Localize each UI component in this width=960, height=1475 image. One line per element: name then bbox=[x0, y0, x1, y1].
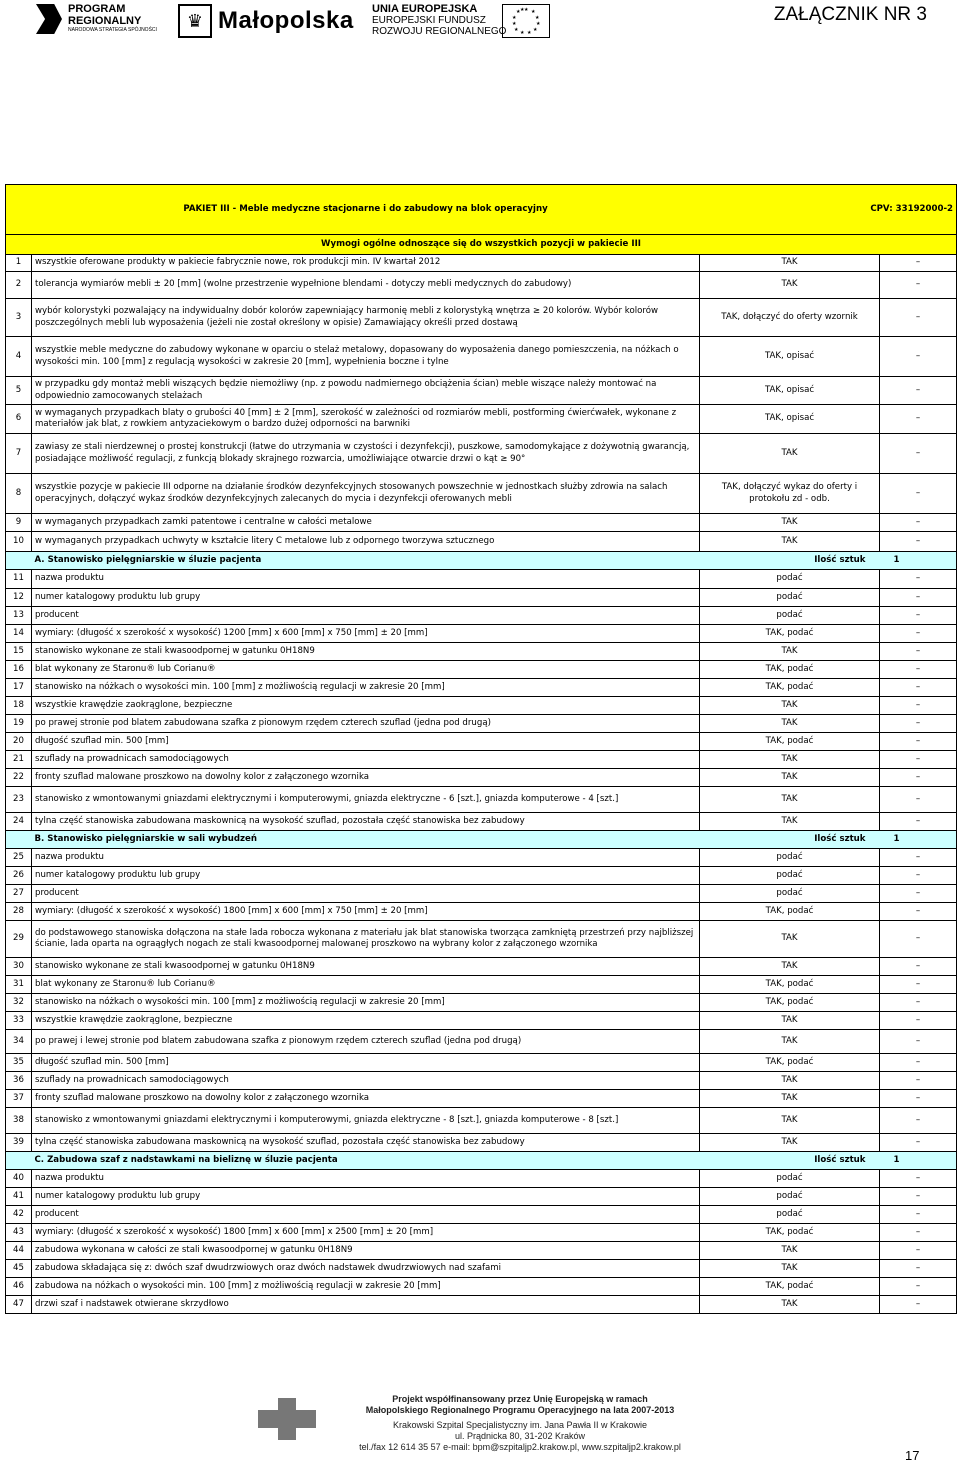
row-requirement: TAK bbox=[700, 532, 880, 552]
row-description: tylna część stanowiska zabudowana maskownicą na wysokość szuflad, pozostała część stanowiska bez zabudowy bbox=[32, 1134, 700, 1152]
row-requirement: podać bbox=[700, 867, 880, 885]
row-requirement: TAK bbox=[700, 272, 880, 299]
row-description: szuflady na prowadnicach samodociągowych bbox=[32, 1072, 700, 1090]
row-offered: – bbox=[880, 1134, 957, 1152]
row-number: 5 bbox=[6, 377, 32, 405]
row-description: po prawej stronie pod blatem zabudowana szafka z pionowym rzędem czterech szuflad (jedna pod drugą) bbox=[32, 715, 700, 733]
row-requirement: TAK bbox=[700, 1012, 880, 1030]
row-description: wszystkie oferowane produkty w pakiecie fabrycznie nowe, rok produkcji min. IV kwartał 2012 bbox=[32, 255, 700, 272]
table-row bbox=[6, 1206, 957, 1224]
row-description: numer katalogowy produktu lub grupy bbox=[32, 1188, 700, 1206]
quantity-label: Ilość sztuk bbox=[700, 831, 880, 849]
row-description: stanowisko z wmontowanymi gniazdami elektrycznymi i komputerowymi, gniazda elektryczne - 6 [szt.], gniazda komputerowe - 4 [szt.] bbox=[32, 787, 700, 813]
table-row bbox=[6, 405, 957, 434]
package-title: PAKIET III - Meble medyczne stacjonarne i do zabudowy na blok operacyjny bbox=[32, 185, 700, 235]
table-row bbox=[6, 769, 957, 787]
table-row bbox=[6, 1072, 957, 1090]
row-number: 40 bbox=[6, 1170, 32, 1188]
ue-line2: EUROPEJSKI FUNDUSZ bbox=[372, 15, 486, 26]
row-requirement: TAK bbox=[700, 434, 880, 474]
page-number: 17 bbox=[905, 1448, 920, 1463]
row-description: wymiary: (długość x szerokość x wysokość) 1800 [mm] x 600 [mm] x 2500 [mm] ± 20 [mm] bbox=[32, 1224, 700, 1242]
row-offered: – bbox=[880, 1012, 957, 1030]
table-row bbox=[6, 607, 957, 625]
table-row bbox=[6, 532, 957, 552]
row-offered: – bbox=[880, 405, 957, 434]
quantity-value: 1 bbox=[880, 1152, 957, 1170]
row-offered: – bbox=[880, 976, 957, 994]
table-row bbox=[6, 589, 957, 607]
row-description: fronty szuflad malowane proszkowo na dowolny kolor z załączonego wzornika bbox=[32, 769, 700, 787]
table-row bbox=[6, 570, 957, 589]
footer-line2: Małopolskiego Regionalnego Programu Operacyjnego na lata 2007-2013 bbox=[365, 1405, 675, 1415]
table-row bbox=[6, 377, 957, 405]
table-row bbox=[6, 715, 957, 733]
row-number: 30 bbox=[6, 958, 32, 976]
row-number: 20 bbox=[6, 733, 32, 751]
row-description: długość szuflad min. 500 [mm] bbox=[32, 733, 700, 751]
table-row bbox=[6, 514, 957, 532]
row-offered: – bbox=[880, 1206, 957, 1224]
row-description: producent bbox=[32, 1206, 700, 1224]
package-title-row bbox=[6, 185, 957, 235]
table-row bbox=[6, 1108, 957, 1134]
row-number: 14 bbox=[6, 625, 32, 643]
row-offered: – bbox=[880, 751, 957, 769]
row-requirement: TAK, opisać bbox=[700, 405, 880, 434]
malopolska-text: Małopolska bbox=[218, 7, 354, 34]
section-header-row bbox=[6, 831, 957, 849]
row-requirement: TAK, podać bbox=[700, 976, 880, 994]
row-number: 28 bbox=[6, 903, 32, 921]
row-number: 29 bbox=[6, 921, 32, 958]
row-number: 34 bbox=[6, 1030, 32, 1054]
row-number: 39 bbox=[6, 1134, 32, 1152]
table-row bbox=[6, 679, 957, 697]
row-description: nazwa produktu bbox=[32, 570, 700, 589]
row-description: wszystkie pozycje w pakiecie III odporne na działanie środków dezynfekcyjnych stosowanych powszechnie w jednostkach służby zdrowia na salach operacyjnych, dołączyć wykaz środków dezynfekcyjnych zalecanych do mycia i dezynfekcji oferowanych mebli bbox=[32, 474, 700, 514]
row-number: 3 bbox=[6, 299, 32, 337]
row-requirement: TAK bbox=[700, 769, 880, 787]
row-requirement: TAK, podać bbox=[700, 1278, 880, 1296]
row-description: wybór kolorystyki pozwalający na indywidualny dobór kolorów zapewniający harmonię mebli z kolorystyką wnętrza ≥ 20 kolorów. Wybór kolorów poszczególnych mebli lub wyposażenia (jeżeli nie został określony w opisie) Zamawiający określi przed dostawą bbox=[32, 299, 700, 337]
row-description: drzwi szaf i nadstawek otwierane skrzydłowo bbox=[32, 1296, 700, 1314]
row-offered: – bbox=[880, 1030, 957, 1054]
row-requirement: TAK, podać bbox=[700, 679, 880, 697]
row-number: 18 bbox=[6, 697, 32, 715]
row-description: zabudowa wykonana w całości ze stali kwasoodpornej w gatunku 0H18N9 bbox=[32, 1242, 700, 1260]
program-line3: NARODOWA STRATEGIA SPÓJNOŚCI bbox=[68, 27, 157, 33]
row-offered: – bbox=[880, 1278, 957, 1296]
row-requirement: TAK bbox=[700, 697, 880, 715]
row-offered: – bbox=[880, 994, 957, 1012]
row-number: 17 bbox=[6, 679, 32, 697]
table-row bbox=[6, 474, 957, 514]
row-offered: – bbox=[880, 921, 957, 958]
row-offered: – bbox=[880, 1296, 957, 1314]
row-offered: – bbox=[880, 885, 957, 903]
table-row bbox=[6, 1296, 957, 1314]
row-description: w wymaganych przypadkach blaty o grubości 40 [mm] ± 2 [mm], szerokość w zależności od rozmiarów mebli, postforming ćwierćwałek, wykonane z materiałów jak blat, z rowkiem antyzaciekowym o bardzo dużej odporności na barwniki bbox=[32, 405, 700, 434]
row-requirement: podać bbox=[700, 607, 880, 625]
row-number: 38 bbox=[6, 1108, 32, 1134]
row-description: wszystkie meble medyczne do zabudowy wykonane w oparciu o stelaż metalowy, dopasowany do wyposażenia danego pomieszczenia, na nóżkach o wysokości min. 100 [mm] z regulacją wysokości w zakresie 20 [mm], wypełnienia boczne i tylne bbox=[32, 337, 700, 377]
general-requirements-title: Wymogi ogólne odnoszące się do wszystkich pozycji w pakiecie III bbox=[6, 235, 957, 255]
section-title: A. Stanowisko pielęgniarskie w śluzie pacjenta bbox=[32, 552, 700, 570]
table-row bbox=[6, 1260, 957, 1278]
eu-flag-icon: ★ ★ ★ ★ ★ ★ ★ ★ ★ ★ ★ ★ bbox=[502, 4, 550, 38]
row-number: 27 bbox=[6, 885, 32, 903]
footer-line3: Krakowski Szpital Specjalistyczny im. Jana Pawła II w Krakowie bbox=[392, 1420, 648, 1430]
row-requirement: TAK, podać bbox=[700, 1224, 880, 1242]
row-number: 6 bbox=[6, 405, 32, 434]
row-number: 25 bbox=[6, 849, 32, 867]
row-description: szuflady na prowadnicach samodociągowych bbox=[32, 751, 700, 769]
row-number: 10 bbox=[6, 532, 32, 552]
table-row bbox=[6, 272, 957, 299]
row-requirement: podać bbox=[700, 1206, 880, 1224]
table-row bbox=[6, 661, 957, 679]
row-description: wymiary: (długość x szerokość x wysokość) 1800 [mm] x 600 [mm] x 750 [mm] ± 20 [mm] bbox=[32, 903, 700, 921]
row-requirement: TAK bbox=[700, 1242, 880, 1260]
row-description: stanowisko z wmontowanymi gniazdami elektrycznymi i komputerowymi, gniazda elektryczne - 8 [szt.], gniazda komputerowe - 8 [szt.] bbox=[32, 1108, 700, 1134]
row-number: 35 bbox=[6, 1054, 32, 1072]
program-regionalny-logo bbox=[36, 4, 157, 34]
ue-line1: UNIA EUROPEJSKA bbox=[372, 3, 478, 15]
table-row bbox=[6, 1054, 957, 1072]
row-description: zabudowa na nóżkach o wysokości min. 100 [mm] z możliwością regulacji w zakresie 20 [mm] bbox=[32, 1278, 700, 1296]
row-description: po prawej i lewej stronie pod blatem zabudowana szafka z pionowym rzędem czterech szuflad (jedna pod drugą) bbox=[32, 1030, 700, 1054]
row-offered: – bbox=[880, 589, 957, 607]
table-row bbox=[6, 787, 957, 813]
row-requirement: TAK bbox=[700, 1296, 880, 1314]
row-requirement: TAK bbox=[700, 1072, 880, 1090]
row-number: 16 bbox=[6, 661, 32, 679]
row-number: 36 bbox=[6, 1072, 32, 1090]
table-row bbox=[6, 1224, 957, 1242]
table-row bbox=[6, 903, 957, 921]
general-requirements-header bbox=[6, 235, 957, 255]
quantity-label: Ilość sztuk bbox=[700, 552, 880, 570]
row-number: 11 bbox=[6, 570, 32, 589]
row-description: wymiary: (długość x szerokość x wysokość) 1200 [mm] x 600 [mm] x 750 [mm] ± 20 [mm] bbox=[32, 625, 700, 643]
row-number: 23 bbox=[6, 787, 32, 813]
table-row bbox=[6, 751, 957, 769]
row-offered: – bbox=[880, 434, 957, 474]
row-description: w przypadku gdy montaż mebli wiszących będzie niemożliwy (np. z powodu nadmiernego obciążenia ścian) meble wiszące należy montować na odpowiednio zamocowanych stelażach bbox=[32, 377, 700, 405]
row-requirement: TAK bbox=[700, 1260, 880, 1278]
row-offered: – bbox=[880, 474, 957, 514]
row-number: 24 bbox=[6, 813, 32, 831]
row-requirement: TAK, podać bbox=[700, 733, 880, 751]
row-requirement: TAK bbox=[700, 1030, 880, 1054]
row-offered: – bbox=[880, 255, 957, 272]
row-requirement: podać bbox=[700, 1170, 880, 1188]
table-row bbox=[6, 1242, 957, 1260]
row-number: 26 bbox=[6, 867, 32, 885]
row-description: numer katalogowy produktu lub grupy bbox=[32, 589, 700, 607]
row-description: stanowisko na nóżkach o wysokości min. 100 [mm] z możliwością regulacji w zakresie 20 [mm] bbox=[32, 679, 700, 697]
section-title: C. Zabudowa szaf z nadstawkami na bieliznę w śluzie pacjenta bbox=[32, 1152, 700, 1170]
row-description: numer katalogowy produktu lub grupy bbox=[32, 867, 700, 885]
table-row bbox=[6, 921, 957, 958]
row-requirement: TAK bbox=[700, 813, 880, 831]
row-offered: – bbox=[880, 958, 957, 976]
table-row bbox=[6, 643, 957, 661]
row-requirement: TAK bbox=[700, 514, 880, 532]
table-row bbox=[6, 1188, 957, 1206]
row-number: 37 bbox=[6, 1090, 32, 1108]
row-description: blat wykonany ze Staronu® lub Corianu® bbox=[32, 976, 700, 994]
table-row bbox=[6, 1278, 957, 1296]
row-requirement: TAK bbox=[700, 751, 880, 769]
row-number: 4 bbox=[6, 337, 32, 377]
row-number: 46 bbox=[6, 1278, 32, 1296]
row-offered: – bbox=[880, 625, 957, 643]
row-offered: – bbox=[880, 532, 957, 552]
row-offered: – bbox=[880, 337, 957, 377]
row-offered: – bbox=[880, 377, 957, 405]
table-row bbox=[6, 849, 957, 867]
table-row bbox=[6, 994, 957, 1012]
table-row bbox=[6, 255, 957, 272]
row-requirement: TAK, podać bbox=[700, 903, 880, 921]
row-requirement: TAK bbox=[700, 958, 880, 976]
row-offered: – bbox=[880, 813, 957, 831]
row-description: tolerancja wymiarów mebli ± 20 [mm] (wolne przestrzenie wypełnione blendami - dotyczy mebli medycznych do zabudowy) bbox=[32, 272, 700, 299]
row-number: 15 bbox=[6, 643, 32, 661]
section-header-row bbox=[6, 1152, 957, 1170]
row-number: 31 bbox=[6, 976, 32, 994]
quantity-value: 1 bbox=[880, 831, 957, 849]
row-requirement: TAK bbox=[700, 643, 880, 661]
row-offered: – bbox=[880, 1054, 957, 1072]
ue-line3: ROZWOJU REGIONALNEGO bbox=[372, 26, 507, 37]
row-requirement: TAK, opisać bbox=[700, 377, 880, 405]
row-requirement: TAK, dołączyć wykaz do oferty i protokołu zd - odb. bbox=[700, 474, 880, 514]
row-description: długość szuflad min. 500 [mm] bbox=[32, 1054, 700, 1072]
row-number: 2 bbox=[6, 272, 32, 299]
row-offered: – bbox=[880, 607, 957, 625]
program-line1: PROGRAM bbox=[68, 3, 126, 15]
table-row bbox=[6, 1012, 957, 1030]
row-offered: – bbox=[880, 849, 957, 867]
row-description: nazwa produktu bbox=[32, 849, 700, 867]
row-offered: – bbox=[880, 679, 957, 697]
table-row bbox=[6, 434, 957, 474]
table-row bbox=[6, 625, 957, 643]
row-offered: – bbox=[880, 715, 957, 733]
footer bbox=[330, 1394, 710, 1453]
row-requirement: TAK, podać bbox=[700, 661, 880, 679]
attachment-label: ZAŁĄCZNIK NR 3 bbox=[773, 4, 927, 25]
footer-line4: ul. Prądnicka 80, 31-202 Kraków bbox=[454, 1431, 586, 1441]
row-number: 13 bbox=[6, 607, 32, 625]
row-requirement: podać bbox=[700, 849, 880, 867]
malopolska-logo bbox=[178, 4, 354, 38]
table-row bbox=[6, 958, 957, 976]
row-description: do podstawowego stanowiska dołączona na stałe lada robocza wykonana z materiału jak blat stanowiska tworząca zamkniętą przestrzeń przy najbliższej ścianie, lada oparta na ograągłych nogach ze stali kwasoodpornej malowanej proszkowo na wybrany kolor z załączonego wzornika bbox=[32, 921, 700, 958]
table-row bbox=[6, 813, 957, 831]
row-offered: – bbox=[880, 643, 957, 661]
row-requirement: podać bbox=[700, 1188, 880, 1206]
row-description: producent bbox=[32, 607, 700, 625]
program-line2: REGIONALNY bbox=[68, 15, 142, 27]
row-number: 22 bbox=[6, 769, 32, 787]
quantity-value: 1 bbox=[880, 552, 957, 570]
row-offered: – bbox=[880, 661, 957, 679]
row-description: wszystkie krawędzie zaokrąglone, bezpieczne bbox=[32, 1012, 700, 1030]
row-requirement: TAK, podać bbox=[700, 625, 880, 643]
row-description: wszystkie krawędzie zaokrąglone, bezpieczne bbox=[32, 697, 700, 715]
row-requirement: TAK, podać bbox=[700, 1054, 880, 1072]
row-offered: – bbox=[880, 1090, 957, 1108]
table-row bbox=[6, 733, 957, 751]
table-row bbox=[6, 299, 957, 337]
row-offered: – bbox=[880, 272, 957, 299]
quantity-label: Ilość sztuk bbox=[700, 1152, 880, 1170]
row-description: nazwa produktu bbox=[32, 1170, 700, 1188]
row-number: 33 bbox=[6, 1012, 32, 1030]
table-row bbox=[6, 697, 957, 715]
row-description: producent bbox=[32, 885, 700, 903]
row-description: zabudowa składająca się z: dwóch szaf dwudrzwiowych oraz dwóch nadstawek dwudrzwiowych nad szafami bbox=[32, 1260, 700, 1278]
eu-fund-logo bbox=[372, 4, 506, 37]
table-row bbox=[6, 337, 957, 377]
row-offered: – bbox=[880, 769, 957, 787]
row-number: 47 bbox=[6, 1296, 32, 1314]
row-offered: – bbox=[880, 514, 957, 532]
row-offered: – bbox=[880, 733, 957, 751]
row-number: 8 bbox=[6, 474, 32, 514]
row-offered: – bbox=[880, 903, 957, 921]
page-header bbox=[0, 0, 960, 50]
program-arrow-icon bbox=[36, 4, 62, 34]
row-offered: – bbox=[880, 1170, 957, 1188]
row-requirement: podać bbox=[700, 570, 880, 589]
row-requirement: TAK, dołączyć do oferty wzornik bbox=[700, 299, 880, 337]
row-requirement: TAK bbox=[700, 1090, 880, 1108]
row-number: 41 bbox=[6, 1188, 32, 1206]
row-description: stanowisko wykonane ze stali kwasoodpornej w gatunku 0H18N9 bbox=[32, 643, 700, 661]
row-requirement: podać bbox=[700, 589, 880, 607]
footer-line1: Projekt współfinansowany przez Unię Europejską w ramach bbox=[392, 1394, 648, 1404]
table-row bbox=[6, 1030, 957, 1054]
row-requirement: TAK, opisać bbox=[700, 337, 880, 377]
cpv-code: CPV: 33192000-2 bbox=[700, 185, 957, 235]
row-description: fronty szuflad malowane proszkowo na dowolny kolor z załączonego wzornika bbox=[32, 1090, 700, 1108]
row-offered: – bbox=[880, 299, 957, 337]
row-requirement: podać bbox=[700, 885, 880, 903]
row-number: 45 bbox=[6, 1260, 32, 1278]
row-number: 32 bbox=[6, 994, 32, 1012]
specification-table bbox=[5, 184, 957, 1314]
row-offered: – bbox=[880, 1108, 957, 1134]
row-number: 19 bbox=[6, 715, 32, 733]
table-row bbox=[6, 1090, 957, 1108]
footer-cross-icon bbox=[258, 1398, 316, 1440]
row-number: 9 bbox=[6, 514, 32, 532]
table-row bbox=[6, 867, 957, 885]
row-offered: – bbox=[880, 1072, 957, 1090]
row-description: w wymaganych przypadkach zamki patentowe i centralne w całości metalowe bbox=[32, 514, 700, 532]
row-requirement: TAK bbox=[700, 1108, 880, 1134]
row-offered: – bbox=[880, 570, 957, 589]
row-offered: – bbox=[880, 867, 957, 885]
row-number: 42 bbox=[6, 1206, 32, 1224]
row-description: blat wykonany ze Staronu® lub Corianu® bbox=[32, 661, 700, 679]
table-row bbox=[6, 885, 957, 903]
row-description: w wymaganych przypadkach uchwyty w kształcie litery C metalowe lub z odpornego tworzywa sztucznego bbox=[32, 532, 700, 552]
row-offered: – bbox=[880, 1242, 957, 1260]
row-requirement: TAK bbox=[700, 787, 880, 813]
row-number: 43 bbox=[6, 1224, 32, 1242]
row-requirement: TAK bbox=[700, 715, 880, 733]
section-title: B. Stanowisko pielęgniarskie w sali wybudzeń bbox=[32, 831, 700, 849]
row-number: 12 bbox=[6, 589, 32, 607]
row-requirement: TAK bbox=[700, 255, 880, 272]
row-number: 7 bbox=[6, 434, 32, 474]
row-number: 21 bbox=[6, 751, 32, 769]
row-description: tylna część stanowiska zabudowana maskownicą na wysokość szuflad, pozostała część stanowiska bez zabudowy bbox=[32, 813, 700, 831]
row-description: stanowisko wykonane ze stali kwasoodpornej w gatunku 0H18N9 bbox=[32, 958, 700, 976]
row-number: 44 bbox=[6, 1242, 32, 1260]
row-number: 1 bbox=[6, 255, 32, 272]
row-offered: – bbox=[880, 1224, 957, 1242]
row-offered: – bbox=[880, 787, 957, 813]
table-row bbox=[6, 976, 957, 994]
footer-line5: tel./fax 12 614 35 57 e-mail: bpm@szpitaljp2.krakow.pl, www.szpitaljp2.krakow.pl bbox=[359, 1442, 681, 1452]
row-offered: – bbox=[880, 1188, 957, 1206]
table-row bbox=[6, 1134, 957, 1152]
table-row bbox=[6, 1170, 957, 1188]
row-requirement: TAK bbox=[700, 921, 880, 958]
row-requirement: TAK bbox=[700, 1134, 880, 1152]
section-header-row bbox=[6, 552, 957, 570]
row-offered: – bbox=[880, 1260, 957, 1278]
row-requirement: TAK, podać bbox=[700, 994, 880, 1012]
row-description: zawiasy ze stali nierdzewnej o prostej konstrukcji (łatwe do utrzymania w czystości i dezynfekcji), puszkowe, samodomykające z dożywotnią gwarancją, posiadające możliwość regulacji, z funkcją blokady skrajnego rozwarcia, umożliwiające otwarcie drzwi o kąt ≥ 90° bbox=[32, 434, 700, 474]
row-description: stanowisko na nóżkach o wysokości min. 100 [mm] z możliwością regulacji w zakresie 20 [mm] bbox=[32, 994, 700, 1012]
eagle-icon: ♛ bbox=[178, 4, 212, 38]
row-offered: – bbox=[880, 697, 957, 715]
